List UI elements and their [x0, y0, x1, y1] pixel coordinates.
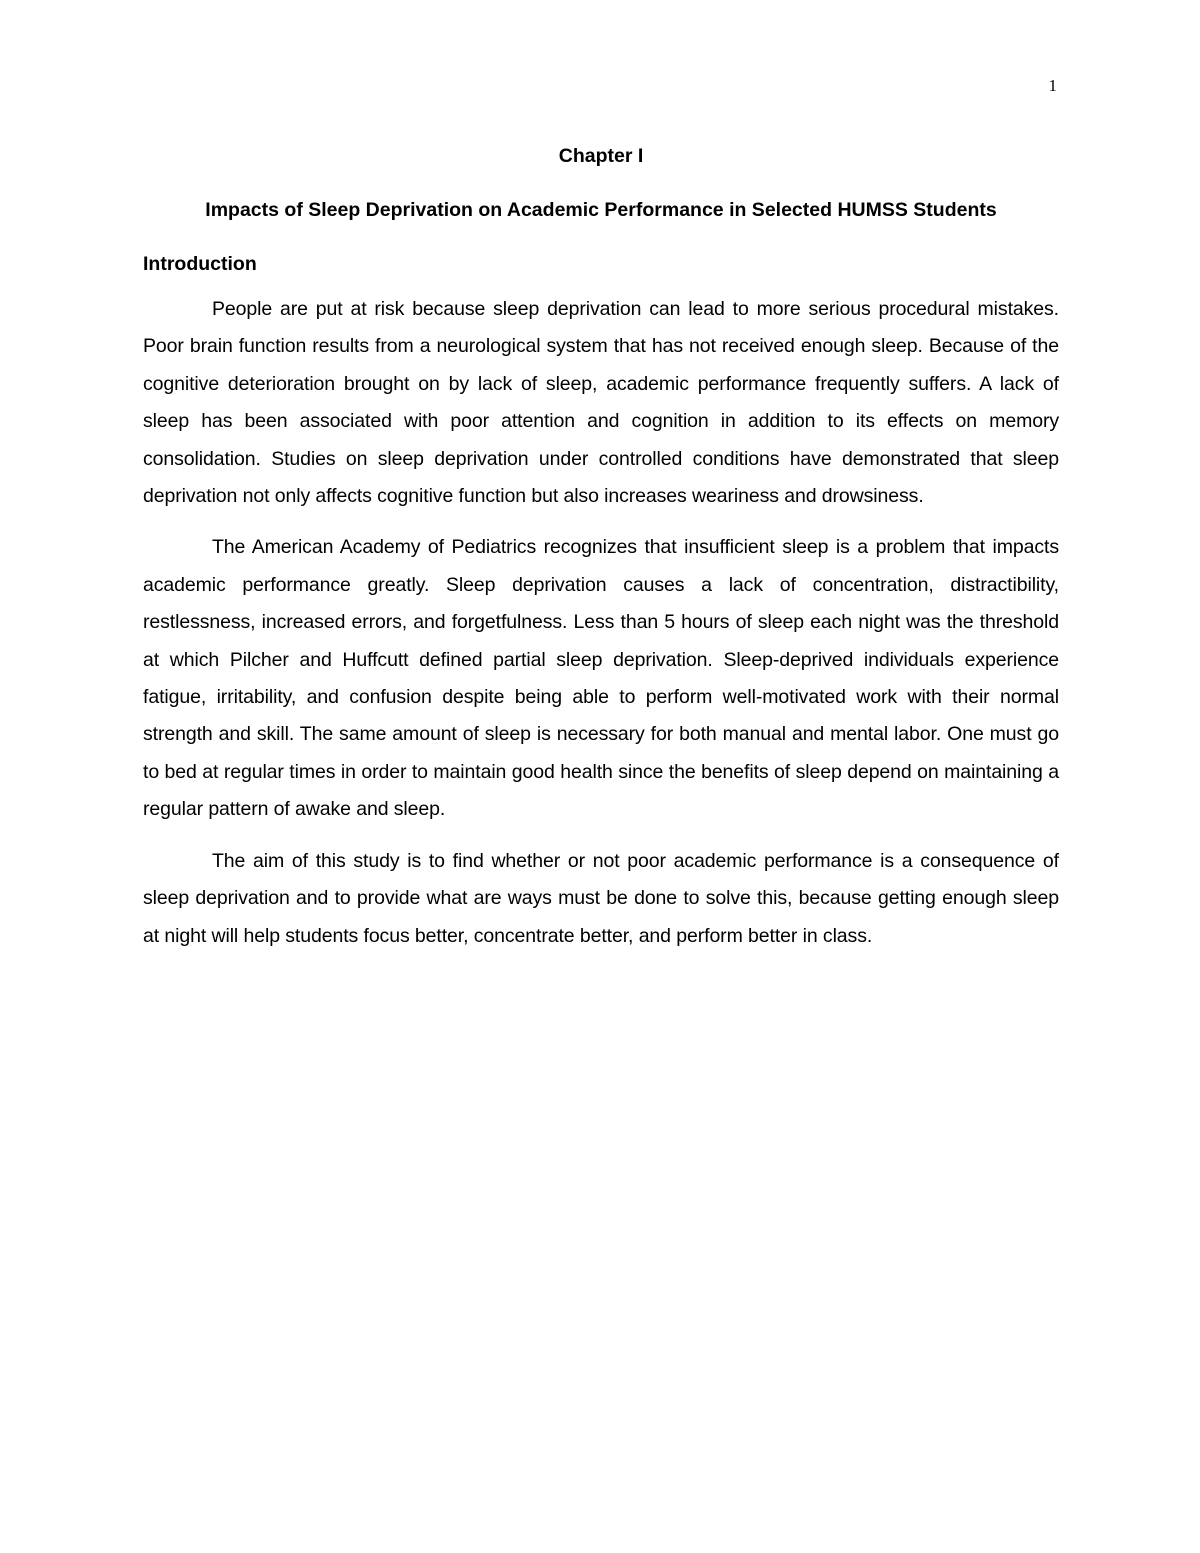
paragraph-3: The aim of this study is to find whether or not poor academic performance is a consequence of sleep deprivation and to provide what are ways must be done to solve this, because getting enough sleep at night will help students focus better, concentrate better, and perform better in class.	[143, 849, 1059, 947]
paragraph-1: People are put at risk because sleep deprivation can lead to more serious procedural mistakes. Poor brain function results from a neurological system that has not received enough sleep. Because of the cognitive deterioration brought on by lack of sleep, academic performance frequently suffers. A lack of sleep has been associated with poor attention and cognition in addition to its effects on memory consolidation. Studies on sleep deprivation under controlled conditions have demonstrated that sleep deprivation not only affects cognitive function but also increases weariness and drowsiness.	[143, 298, 1059, 508]
section-heading: Introduction	[143, 253, 257, 275]
paragraph-2: The American Academy of Pediatrics recognizes that insufficient sleep is a problem that impacts academic performance greatly. Sleep deprivation causes a lack of concentration, distractibility, restlessness, increased errors, and forgetfulness. Less than 5 hours of sleep each night was the threshold at which Pilcher and Huffcutt defined partial sleep deprivation. Sleep-deprived individuals experience fatigue, irritability, and confusion despite being able to perform well-motivated work with their normal strength and skill. The same amount of sleep is necessary for both manual and mental labor. One must go to bed at regular times in order to maintain good health since the benefits of sleep depend on maintaining a regular pattern of awake and sleep.	[143, 536, 1059, 821]
page-content	[143, 143, 1059, 969]
page-number: 1	[1048, 76, 1057, 95]
chapter-label: Chapter I	[558, 145, 644, 167]
document-title: Impacts of Sleep Deprivation on Academic Performance in Selected HUMSS Students	[205, 199, 997, 221]
